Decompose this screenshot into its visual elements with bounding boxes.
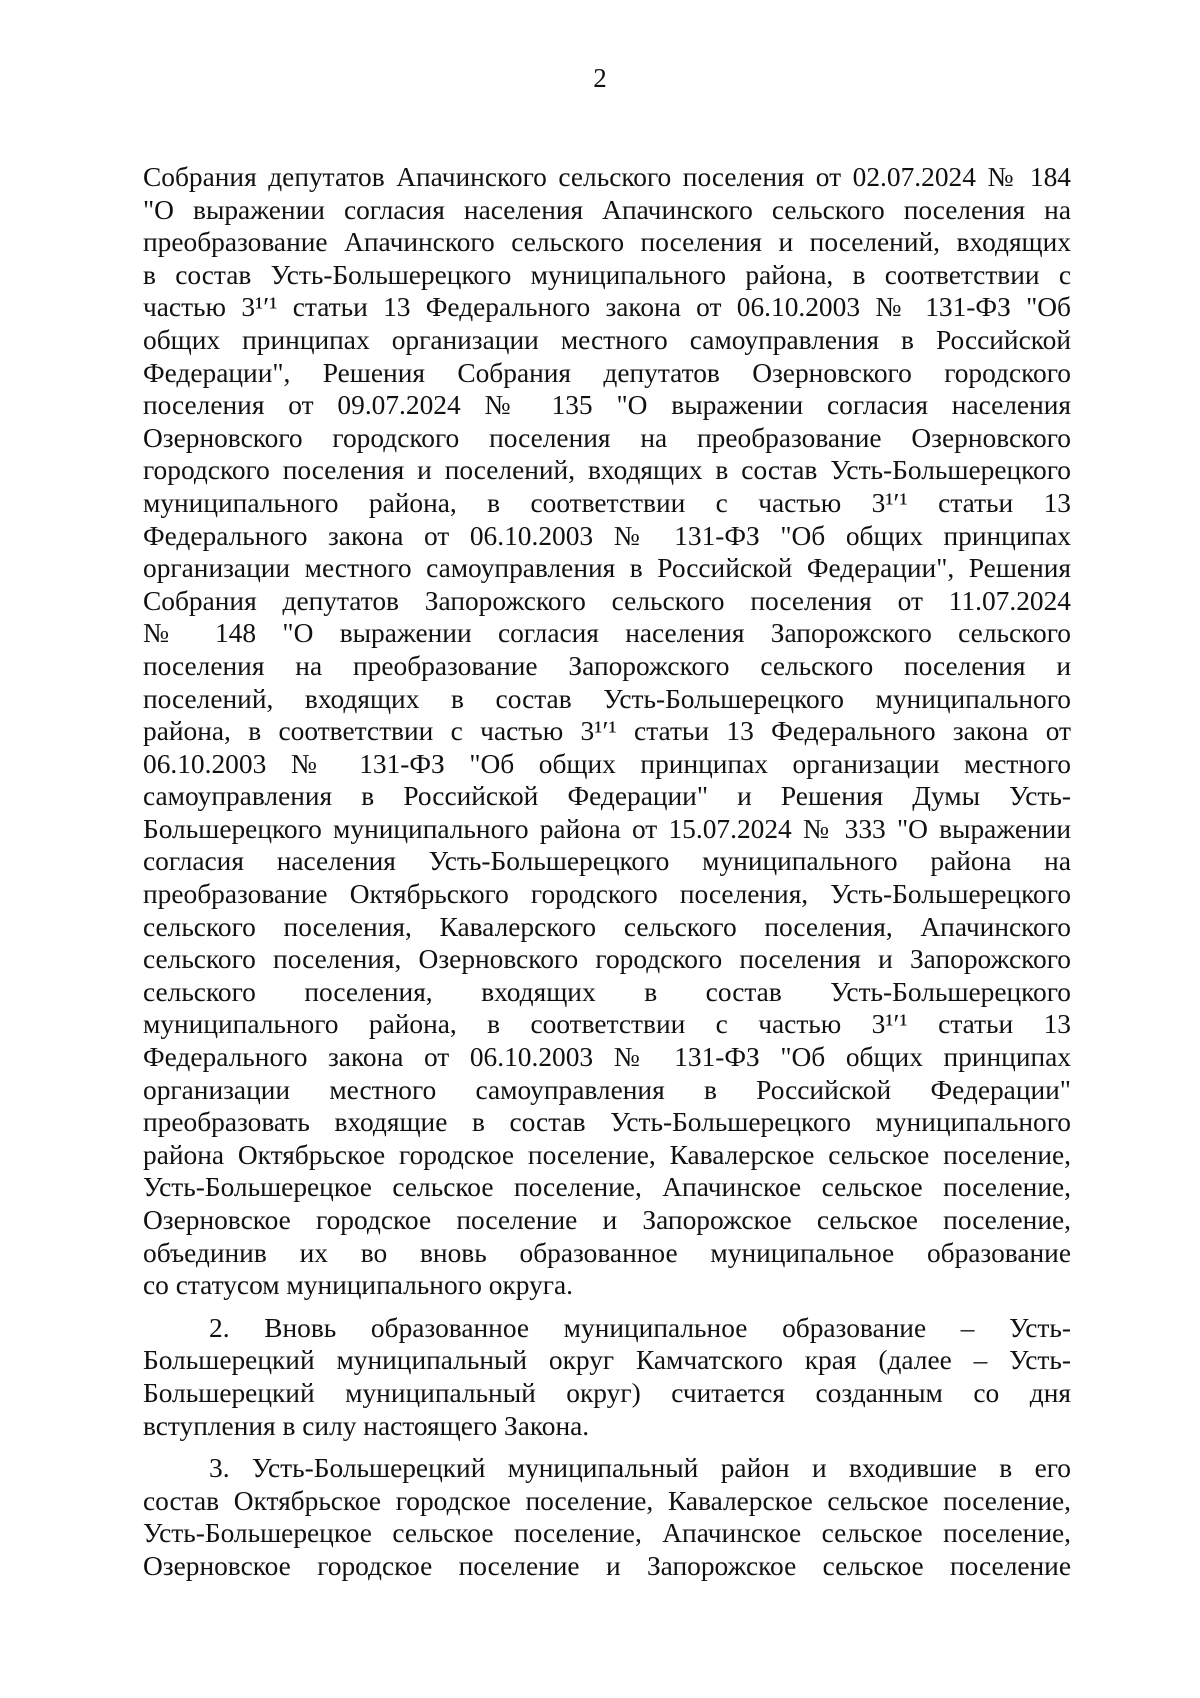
text-line: самоуправления в Российской Федерации" и Решения Думы Усть- [143, 781, 1071, 812]
text-line: организации местного самоуправления в Российской Федерации", Решения [143, 553, 1071, 584]
text-line: согласия населения Усть-Большерецкого муниципального района на [143, 846, 1071, 877]
text-line: частью 3¹ʹ¹ статьи 13 Федерального закона от 06.10.2003 № 131-ФЗ "Об [143, 292, 1071, 323]
text-line: сельского поселения, Озерновского городского поселения и Запорожского [143, 944, 1071, 975]
text-line: района Октябрьское городское поселение, Кавалерское сельское поселение, [143, 1139, 1071, 1170]
document-body [143, 161, 1071, 1583]
text-line: муниципального района, в соответствии с частью 3¹ʹ¹ статьи 13 [143, 1009, 1071, 1040]
text-line: 2. Вновь образованное муниципальное образование – Усть- [209, 1312, 1071, 1343]
text-line: сельского поселения, входящих в состав Усть-Большерецкого [143, 976, 1071, 1007]
text-line: сельского поселения, Кавалерского сельского поселения, Апачинского [143, 911, 1071, 942]
text-line: Федерации", Решения Собрания депутатов Озерновского городского [143, 357, 1071, 388]
text-line: 06.10.2003 № 131-ФЗ "Об общих принципах организации местного [143, 748, 1071, 779]
text-line: преобразование Апачинского сельского поселения и поселений, входящих [143, 227, 1071, 258]
text-line: № 148 "О выражении согласия населения Запорожского сельского [143, 618, 1071, 649]
text-line: организации местного самоуправления в Российской Федерации" [143, 1074, 1071, 1105]
text-line: Федерального закона от 06.10.2003 № 131-ФЗ "Об общих принципах [143, 520, 1071, 551]
text-line: Озерновское городское поселение и Запорожское сельское поселение [143, 1550, 1071, 1581]
text-line: Усть-Большерецкое сельское поселение, Апачинское сельское поселение, [143, 1172, 1071, 1203]
text-line: Большерецкий муниципальный округ) считается созданным со дня [143, 1377, 1071, 1408]
text-line: Усть-Большерецкое сельское поселение, Апачинское сельское поселение, [143, 1518, 1071, 1549]
text-line: в состав Усть-Большерецкого муниципального района, в соответствии с [143, 259, 1071, 290]
text-line: "О выражении согласия населения Апачинского сельского поселения на [143, 194, 1071, 225]
text-line: муниципального района, в соответствии с частью 3¹ʹ¹ статьи 13 [143, 487, 1071, 518]
text-line: поселения на преобразование Запорожского сельского поселения и [143, 650, 1071, 681]
text-line: преобразовать входящие в состав Усть-Большерецкого муниципального [143, 1107, 1071, 1138]
text-line: городского поселения и поселений, входящих в состав Усть-Большерецкого [143, 455, 1071, 486]
text-line: Озерновского городского поселения на преобразование Озерновского [143, 422, 1071, 453]
text-line: преобразование Октябрьского городского поселения, Усть-Большерецкого [143, 879, 1071, 910]
text-line: вступления в силу настоящего Закона. [143, 1410, 590, 1441]
page-number: 2 [593, 63, 607, 93]
text-line: Собрания депутатов Апачинского сельского поселения от 02.07.2024 № 184 [143, 162, 1071, 192]
text-line: Большерецкий муниципальный округ Камчатского края (далее – Усть- [143, 1345, 1071, 1376]
text-line: 3. Усть-Большерецкий муниципальный район и входившие в его [209, 1453, 1071, 1484]
text-line: Озерновское городское поселение и Запорожское сельское поселение, [143, 1205, 1071, 1235]
text-line: поселений, входящих в состав Усть-Большерецкого муниципального [143, 683, 1071, 714]
text-line: Собрания депутатов Запорожского сельского поселения от 11.07.2024 [143, 585, 1071, 616]
text-line: состав Октябрьское городское поселение, Кавалерское сельское поселение, [143, 1485, 1071, 1516]
text-line: Большерецкого муниципального района от 15.07.2024 № 333 "О выражении [143, 813, 1071, 844]
text-line: Федерального закона от 06.10.2003 № 131-ФЗ "Об общих принципах [143, 1042, 1071, 1073]
text-line: объединив их во вновь образованное муниципальное образование [143, 1237, 1071, 1268]
text-line: района, в соответствии с частью 3¹ʹ¹ статьи 13 Федерального закона от [143, 716, 1071, 747]
text-line: поселения от 09.07.2024 № 135 "О выражении согласия населения [143, 390, 1071, 421]
text-line: общих принципах организации местного самоуправления в Российской [143, 324, 1071, 355]
text-line: со статусом муниципального округа. [143, 1270, 574, 1301]
